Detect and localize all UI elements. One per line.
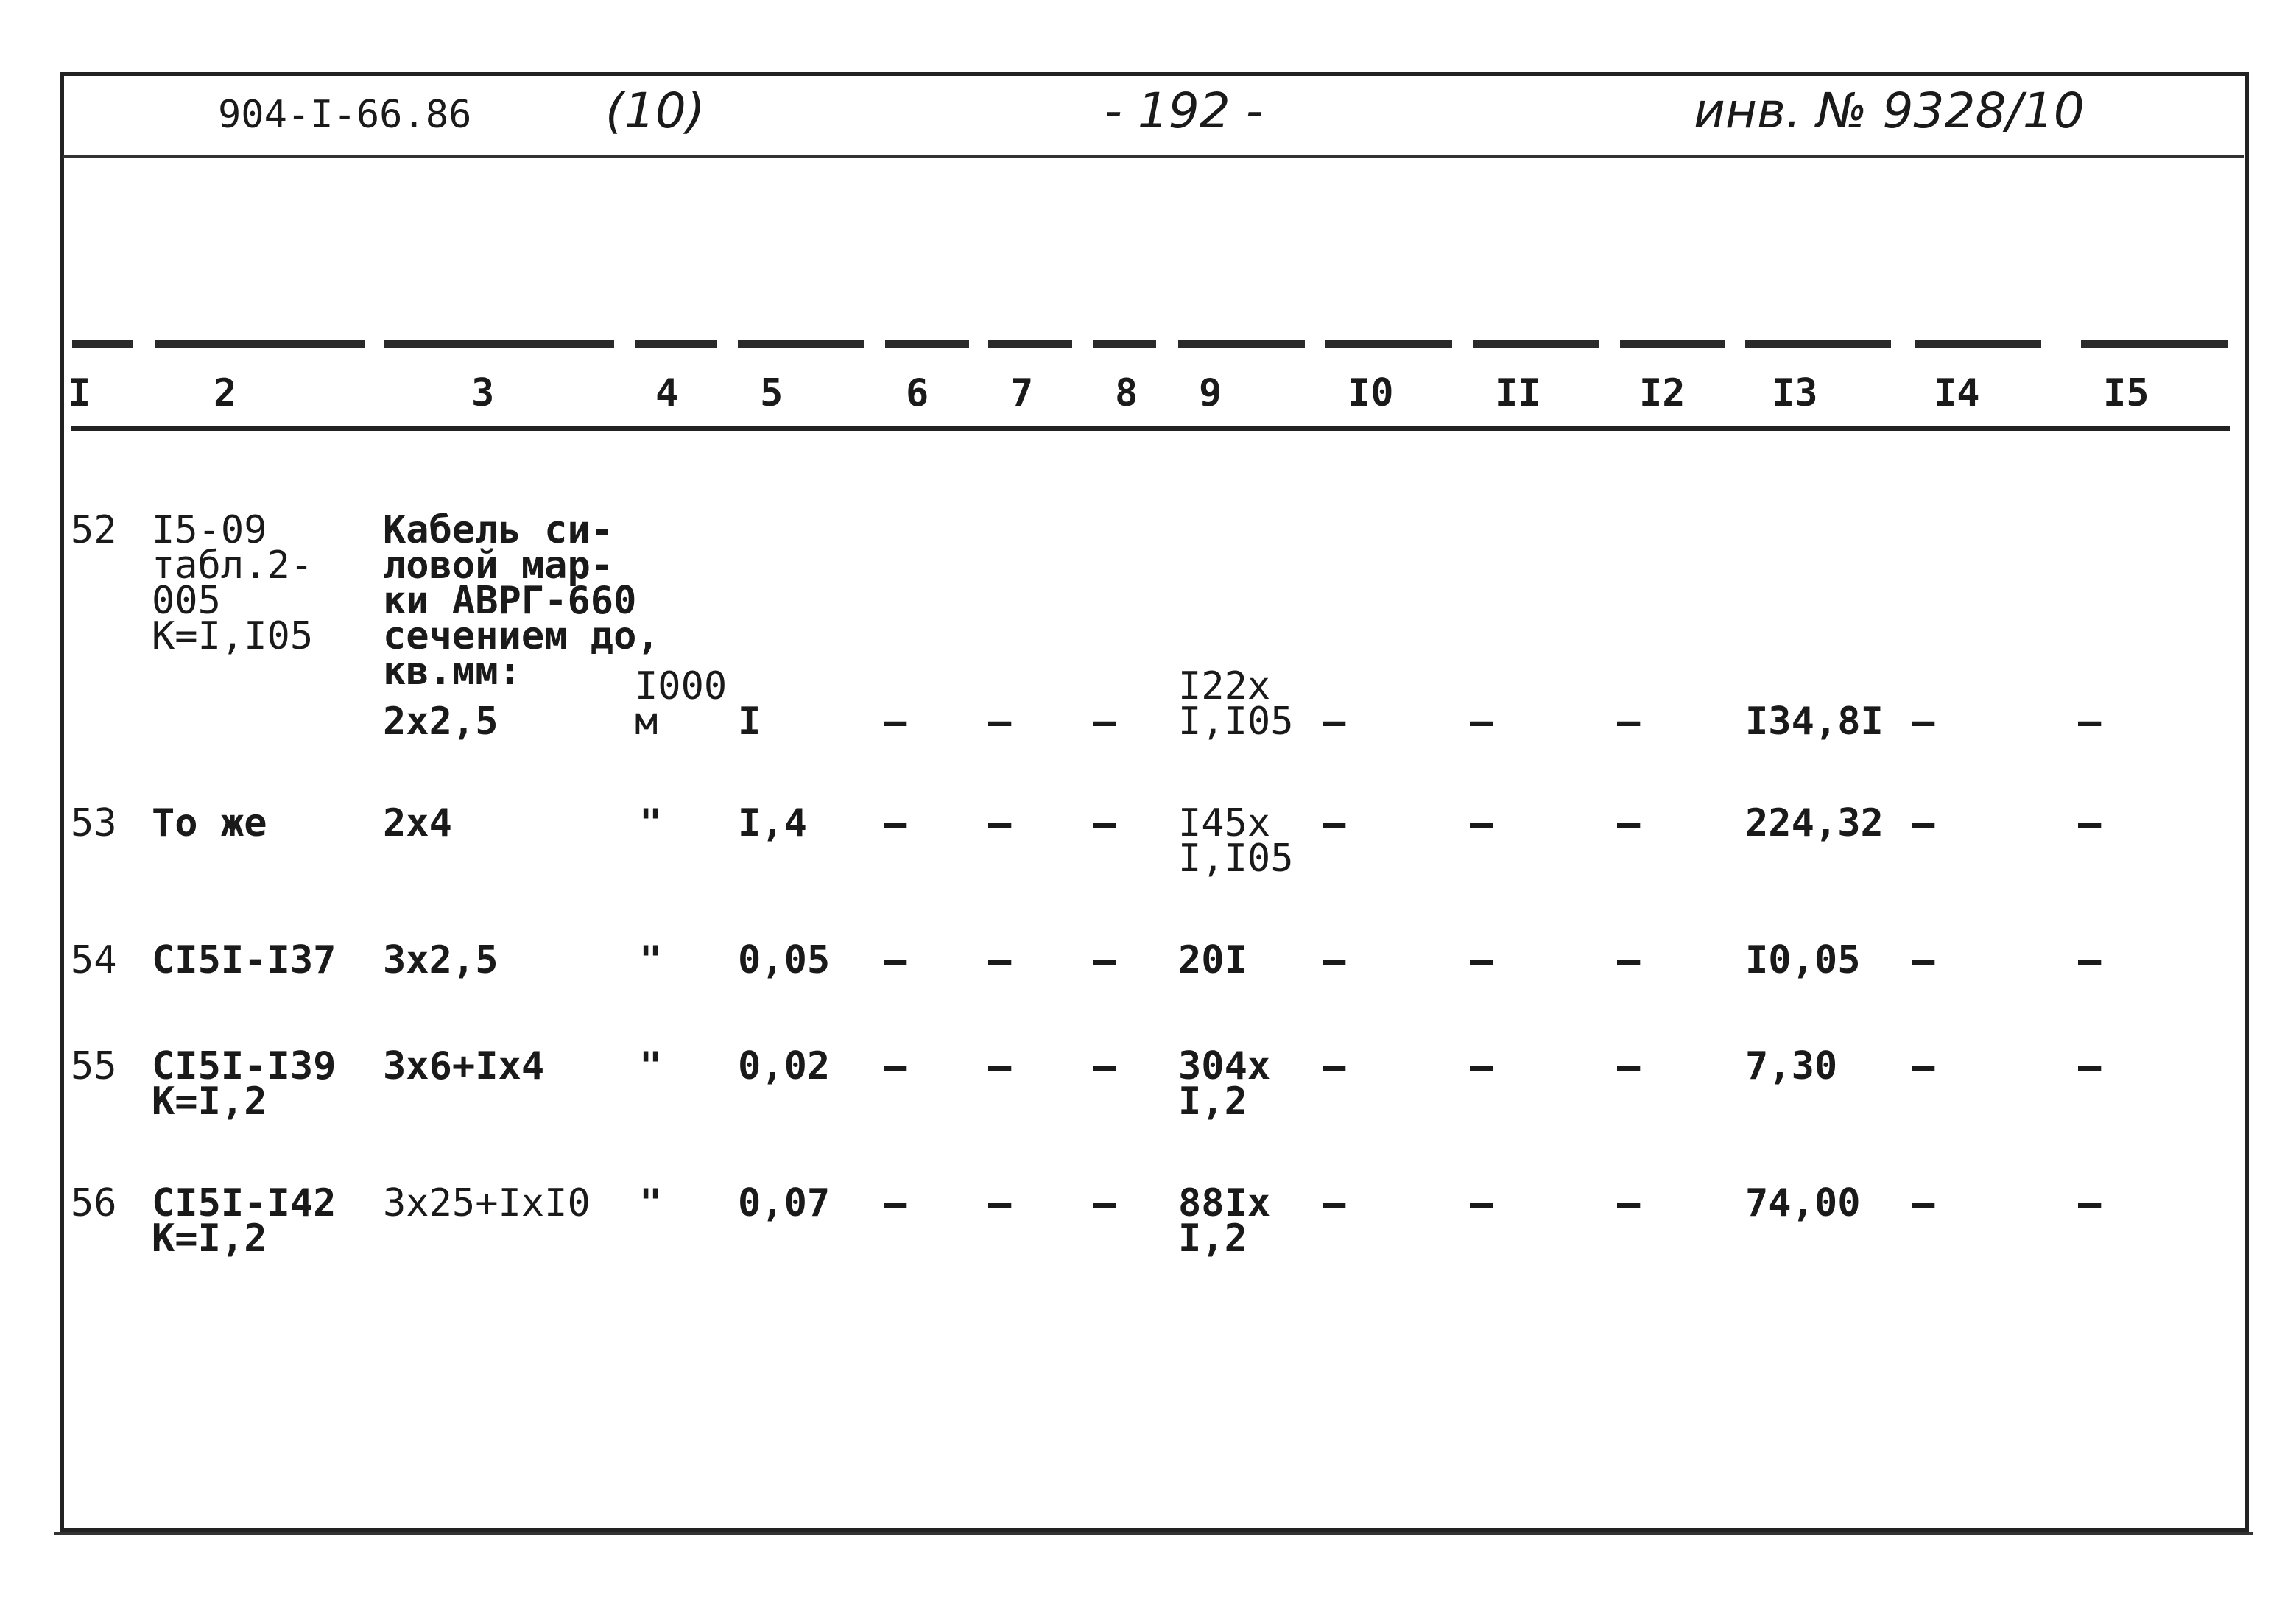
row-unit: " xyxy=(639,1181,663,1225)
row-quantity: 0,05 xyxy=(738,938,831,982)
row-cell-6: – xyxy=(884,1044,907,1088)
row-number: 52 xyxy=(71,508,117,552)
row-cell-8: – xyxy=(1093,700,1116,744)
column-number: I5 xyxy=(2103,371,2149,415)
row-cell-13: I34,8I xyxy=(1745,700,1884,744)
row-cell-7: – xyxy=(988,938,1012,982)
row-cell-12: – xyxy=(1617,1181,1641,1225)
column-number: 2 xyxy=(214,371,237,415)
row-cell-7: – xyxy=(988,700,1012,744)
row-cell-8: – xyxy=(1093,1044,1116,1088)
row-norm-code: СI5I-I42 К=I,2 xyxy=(152,1181,337,1261)
row-cell-11: – xyxy=(1470,938,1493,982)
sheet-marker: (10) xyxy=(605,82,705,139)
row-cell-12: – xyxy=(1617,801,1641,845)
column-number: 3 xyxy=(471,371,495,415)
row-cell-9: 304х I,2 xyxy=(1178,1044,1271,1124)
row-norm-code: I5-09 табл.2- 005 К=I,I05 xyxy=(152,508,314,658)
row-quantity: I,4 xyxy=(738,801,807,845)
row-cell-7: – xyxy=(988,801,1012,845)
column-number: 9 xyxy=(1199,371,1222,415)
row-cell-14: – xyxy=(1912,1181,1935,1225)
row-cell-13: 7,30 xyxy=(1745,1044,1838,1088)
row-cell-13: 74,00 xyxy=(1745,1181,1861,1225)
page-bottom-rule xyxy=(54,1532,2253,1535)
row-norm-code: СI5I-I37 xyxy=(152,938,337,982)
row-unit: " xyxy=(639,801,663,845)
column-number: 8 xyxy=(1115,371,1138,415)
row-cell-9: 20I xyxy=(1178,938,1247,982)
row-cell-11: – xyxy=(1470,700,1493,744)
row-unit: " xyxy=(639,938,663,982)
row-cell-14: – xyxy=(1912,801,1935,845)
row-cell-8: – xyxy=(1093,801,1116,845)
row-cable-size: 3х6+Iх4 xyxy=(383,1044,545,1088)
row-number: 54 xyxy=(71,938,117,982)
row-cell-12: – xyxy=(1617,700,1641,744)
row-cell-9: I22х I,I05 xyxy=(1178,664,1294,744)
row-cable-size: 2х2,5 xyxy=(383,700,499,744)
row-quantity: 0,07 xyxy=(738,1181,831,1225)
row-number: 55 xyxy=(71,1044,117,1088)
column-number: 5 xyxy=(760,371,783,415)
column-number: 4 xyxy=(655,371,679,415)
column-number: 6 xyxy=(906,371,929,415)
column-number: I0 xyxy=(1348,371,1394,415)
row-cell-14: – xyxy=(1912,1044,1935,1088)
row-cell-8: – xyxy=(1093,1181,1116,1225)
row-unit: " xyxy=(639,1044,663,1088)
row-cell-11: – xyxy=(1470,1044,1493,1088)
row-number: 53 xyxy=(71,801,117,845)
row-cell-12: – xyxy=(1617,938,1641,982)
row-cable-size: 3х25+IхI0 xyxy=(383,1181,591,1225)
row-cell-9: 88Iх I,2 xyxy=(1178,1181,1271,1261)
row-cell-15: – xyxy=(2078,801,2102,845)
row-norm-code: СI5I-I39 К=I,2 xyxy=(152,1044,337,1124)
row-cell-7: – xyxy=(988,1181,1012,1225)
row-cell-15: – xyxy=(2078,1181,2102,1225)
row-cell-13: 224,32 xyxy=(1745,801,1884,845)
row-unit: I000 м xyxy=(635,664,728,744)
doc-code: 904-I-66.86 xyxy=(218,93,472,137)
row-cell-10: – xyxy=(1323,1181,1346,1225)
row-cell-11: – xyxy=(1470,801,1493,845)
row-cell-10: – xyxy=(1323,801,1346,845)
row-quantity: I xyxy=(738,700,761,744)
row-cable-size: 3х2,5 xyxy=(383,938,499,982)
row-cell-15: – xyxy=(2078,700,2102,744)
page-number: - 192 - xyxy=(1105,82,1264,139)
column-number: I xyxy=(68,371,91,415)
column-number: I2 xyxy=(1639,371,1686,415)
row-cell-6: – xyxy=(884,1181,907,1225)
row-cable-size: 2х4 xyxy=(383,801,452,845)
row-cell-10: – xyxy=(1323,1044,1346,1088)
row-cell-9: I45х I,I05 xyxy=(1178,801,1294,881)
row-cell-15: – xyxy=(2078,1044,2102,1088)
row-cell-13: I0,05 xyxy=(1745,938,1861,982)
row-cell-6: – xyxy=(884,938,907,982)
column-number: 7 xyxy=(1010,371,1034,415)
row-cell-6: – xyxy=(884,801,907,845)
row-number: 56 xyxy=(71,1181,117,1225)
row-cell-10: – xyxy=(1323,938,1346,982)
row-cell-6: – xyxy=(884,700,907,744)
row-description: Кабель си- ловой мар- ки АВРГ-660 сечением до, кв.мм: xyxy=(383,508,660,694)
column-number: II xyxy=(1495,371,1541,415)
row-cell-15: – xyxy=(2078,938,2102,982)
column-number: I3 xyxy=(1772,371,1818,415)
row-quantity: 0,02 xyxy=(738,1044,831,1088)
column-number: I4 xyxy=(1934,371,1980,415)
inventory-number: инв. № 9328/10 xyxy=(1694,82,2085,139)
row-norm-code: То же xyxy=(152,801,267,845)
row-cell-12: – xyxy=(1617,1044,1641,1088)
row-cell-14: – xyxy=(1912,700,1935,744)
row-cell-14: – xyxy=(1912,938,1935,982)
row-cell-7: – xyxy=(988,1044,1012,1088)
row-cell-10: – xyxy=(1323,700,1346,744)
row-cell-8: – xyxy=(1093,938,1116,982)
row-cell-11: – xyxy=(1470,1181,1493,1225)
column-header-bottom-rule xyxy=(71,426,2230,431)
header-divider xyxy=(63,155,2244,158)
